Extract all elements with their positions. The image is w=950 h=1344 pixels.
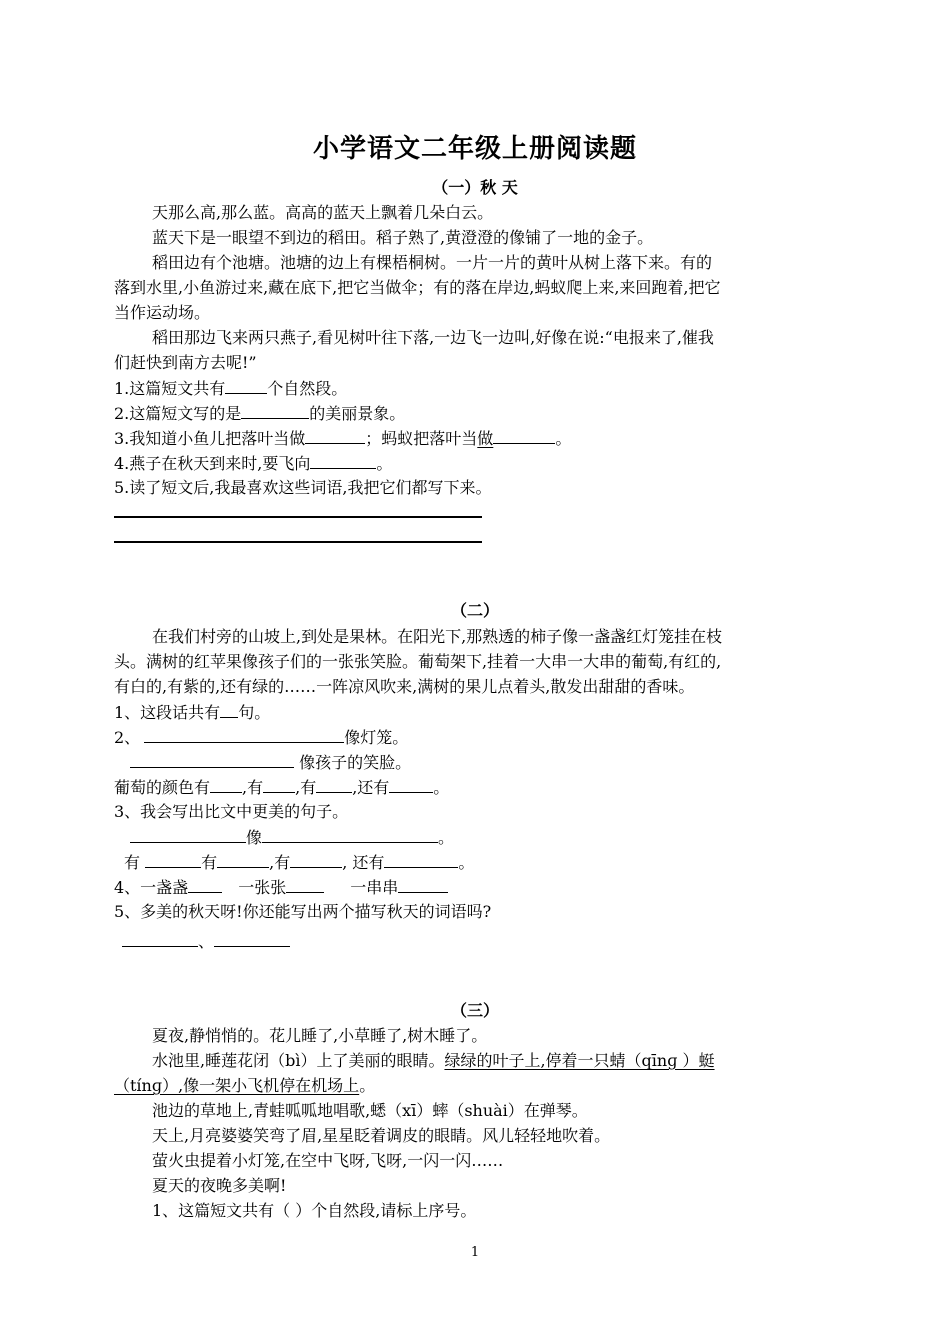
- section-2-heading: （二）: [450, 601, 499, 620]
- section-3-paragraph-line: 萤火虫提着小灯笼,在空中飞呀,飞呀,一闪一闪……: [152, 1151, 504, 1170]
- underlined-text: （tínɡ）,像一架小飞机停在机场上: [114, 1076, 360, 1095]
- answer-blank[interactable]: [130, 824, 246, 843]
- section-1-paragraph-line: 稻田边有个池塘。池塘的边上有棵梧桐树。一片一片的黄叶从树上落下来。有的: [152, 253, 713, 272]
- underlined-text: 绿绿的叶子上,停着一只蜻（qīnɡ ）蜓: [444, 1051, 715, 1070]
- section-1-heading: （一）秋 天: [432, 178, 518, 197]
- answer-line[interactable]: [114, 516, 482, 518]
- question-text: 2.这篇短文写的是: [114, 404, 242, 423]
- question-text: 的美丽景象。: [309, 404, 406, 423]
- answer-blank[interactable]: [389, 774, 433, 793]
- question-text: ；蚂蚁把落叶当: [365, 429, 478, 448]
- question-text: 像孩子的笑脸。: [294, 753, 412, 772]
- section-1-paragraph-line: 当作运动场。: [114, 303, 211, 322]
- question-text: 个自然段。: [267, 379, 348, 398]
- underlined-text: 做: [477, 429, 494, 448]
- question-text: 像: [246, 828, 263, 847]
- question-text: 。: [376, 454, 393, 473]
- question-text: 有: [124, 853, 146, 872]
- answer-blank[interactable]: [130, 749, 294, 768]
- answer-blank[interactable]: [241, 400, 309, 419]
- question-2-3a: [130, 824, 860, 850]
- question-1-5: 5.读了短文后,我最喜欢这些词语,我把它们都写下来。: [114, 478, 492, 497]
- paragraph-text: 水池里,睡莲花闭（bì）上了美丽的眼睛。: [152, 1051, 445, 1070]
- question-3-1: 1、这篇短文共有（ ）个自然段,请标上序号。: [152, 1201, 477, 1220]
- question-text: 。: [555, 429, 572, 448]
- answer-blank[interactable]: [262, 824, 438, 843]
- answer-blank[interactable]: [214, 928, 290, 947]
- question-text: 一张张: [238, 878, 287, 897]
- answer-blank[interactable]: [493, 425, 555, 444]
- section-3-paragraph-line: [152, 1048, 842, 1073]
- question-2-4: [114, 874, 844, 900]
- question-2-3: 3、我会写出比文中更美的句子。: [114, 802, 349, 821]
- question-2-1: [114, 699, 844, 725]
- section-2-paragraph-line: 在我们村旁的山坡上,到处是果林。在阳光下,那熟透的柿子像一盏盏红灯笼挂在枝: [152, 627, 723, 646]
- question-text: 有: [201, 853, 218, 872]
- answer-blank[interactable]: [217, 849, 269, 868]
- answer-blank[interactable]: [286, 874, 324, 893]
- section-3-paragraph-line: 夏天的夜晚多美啊!: [152, 1176, 287, 1195]
- question-text: 4.燕子在秋天到来时,要飞向: [114, 454, 311, 473]
- answer-blank[interactable]: [398, 874, 448, 893]
- section-1-paragraph-line: 们赶快到南方去呢!”: [114, 353, 257, 372]
- answer-blank[interactable]: [145, 849, 201, 868]
- question-text: ,还有: [352, 778, 390, 797]
- answer-blank[interactable]: [316, 774, 352, 793]
- answer-blank[interactable]: [310, 450, 376, 469]
- question-text: 2、: [114, 728, 141, 747]
- answer-blank[interactable]: [144, 724, 344, 743]
- section-3-heading: （三）: [450, 1001, 499, 1020]
- question-text: 4、一盏盏: [114, 878, 189, 897]
- section-3-paragraph-line: [114, 1073, 844, 1098]
- question-1-1: [114, 375, 844, 401]
- section-1-paragraph-line: 稻田那边飞来两只燕子,看见树叶往下落,一边飞一边叫,好像在说:“电报来了,催我: [152, 328, 714, 347]
- page-title: 小学语文二年级上册阅读题: [312, 134, 637, 164]
- question-2-3b: [124, 849, 854, 875]
- answer-blank[interactable]: [305, 425, 365, 444]
- answer-line[interactable]: [114, 541, 482, 543]
- question-text: 一串串: [350, 878, 399, 897]
- question-text: 1、这段话共有: [114, 703, 221, 722]
- page-number: 1: [470, 1245, 480, 1260]
- section-3-paragraph-line: 夏夜,静悄悄的。花儿睡了,小草睡了,树木睡了。: [152, 1026, 488, 1045]
- section-2-paragraph-line: 有白的,有紫的,还有绿的……一阵凉风吹来,满树的果儿点着头,散发出甜甜的香味。: [114, 677, 695, 696]
- question-text: ,有: [242, 778, 264, 797]
- question-text: 葡萄的颜色有: [114, 778, 211, 797]
- section-3-paragraph-line: 天上,月亮婆婆笑弯了眉,星星眨着调皮的眼睛。风儿轻轻地吹着。: [152, 1126, 611, 1145]
- question-text: , 还有: [342, 853, 385, 872]
- question-2-2c: [114, 774, 844, 800]
- question-text: 1.这篇短文共有: [114, 379, 226, 398]
- answer-blank[interactable]: [188, 874, 222, 893]
- question-2-5: 5、多美的秋天呀!你还能写出两个描写秋天的词语吗?: [114, 902, 492, 921]
- answer-blank[interactable]: [225, 375, 267, 394]
- answer-blank[interactable]: [384, 849, 458, 868]
- question-text: 。: [438, 828, 455, 847]
- question-text: 。: [433, 778, 450, 797]
- answer-blank[interactable]: [210, 774, 242, 793]
- section-1-paragraph-line: 蓝天下是一眼望不到边的稻田。稻子熟了,黄澄澄的像铺了一地的金子。: [152, 228, 654, 247]
- section-3-paragraph-line: 池边的草地上,青蛙呱呱地唱歌,蟋（xī）蟀（shuài）在弹琴。: [152, 1101, 588, 1120]
- question-text: ,有: [269, 853, 291, 872]
- answer-blank[interactable]: [263, 774, 295, 793]
- question-1-2: [114, 400, 844, 426]
- question-2-2b: [130, 749, 860, 775]
- question-text: 句。: [238, 703, 271, 722]
- question-text: 。: [458, 853, 475, 872]
- question-2-5-answers: [122, 928, 852, 954]
- section-1-paragraph-line: 落到水里,小鱼游过来,藏在底下,把它当做伞；有的落在岸边,蚂蚁爬上来,来回跑着,把它: [114, 278, 721, 297]
- section-2-paragraph-line: 头。满树的红苹果像孩子们的一张张笑脸。葡萄架下,挂着一大串一大串的葡萄,有红的,: [114, 652, 722, 671]
- separator: 、: [198, 932, 215, 951]
- section-1-paragraph-line: 天那么高,那么蓝。高高的蓝天上飘着几朵白云。: [152, 203, 494, 222]
- question-2-2a: [114, 724, 844, 750]
- question-1-4: [114, 450, 844, 476]
- answer-blank[interactable]: [290, 849, 342, 868]
- paragraph-text: 。: [359, 1076, 376, 1095]
- answer-blank[interactable]: [122, 928, 198, 947]
- question-1-3: [114, 425, 844, 451]
- question-text: ,有: [295, 778, 317, 797]
- answer-blank[interactable]: [220, 699, 238, 718]
- question-text: 3.我知道小鱼儿把落叶当做: [114, 429, 306, 448]
- question-text: 像灯笼。: [344, 728, 409, 747]
